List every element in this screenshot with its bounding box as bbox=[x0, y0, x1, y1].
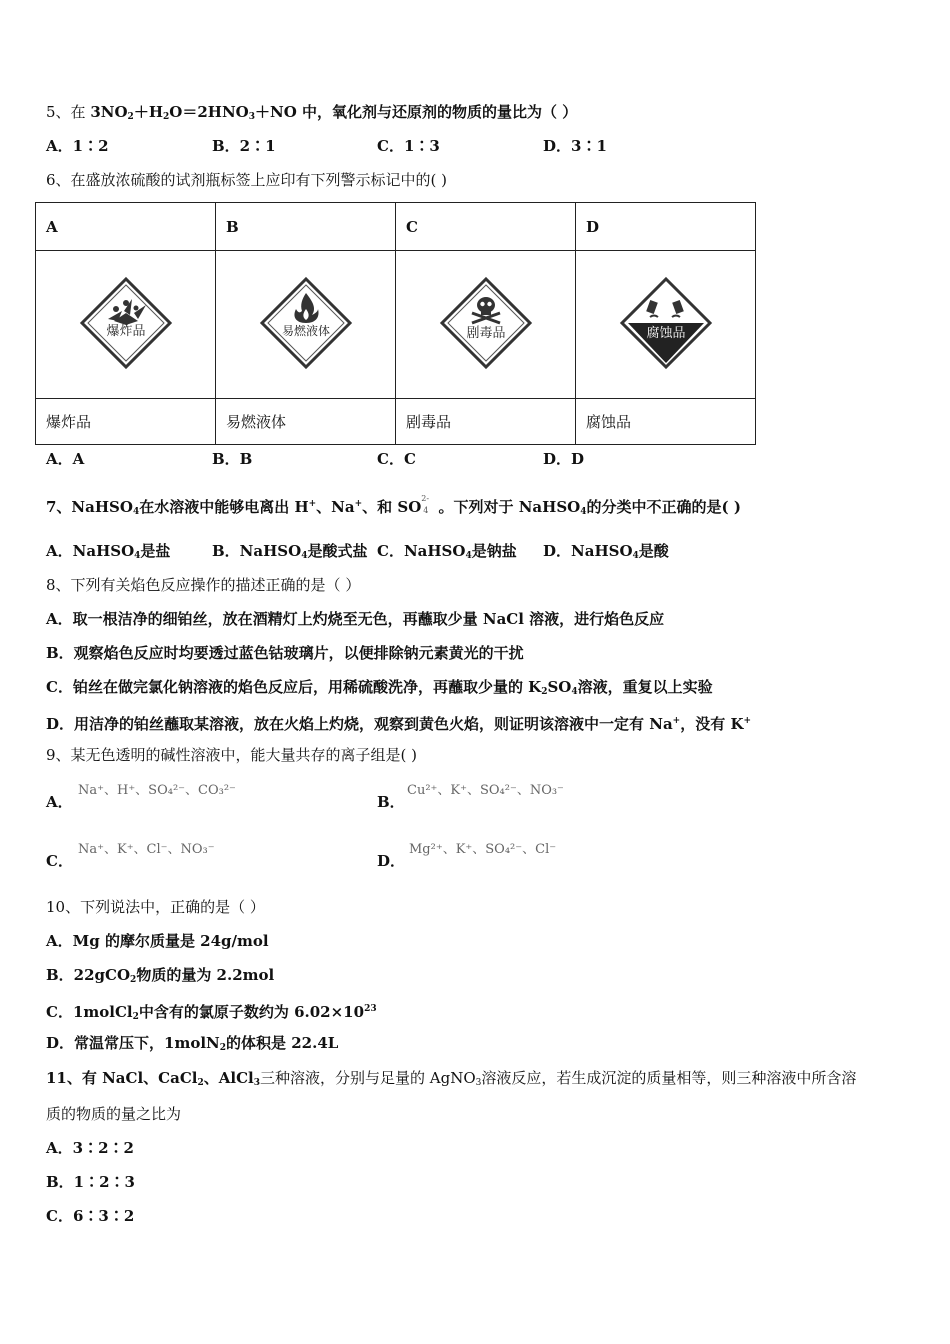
q8-d-text: ，没有 K bbox=[680, 715, 744, 733]
q8-option-c[interactable] bbox=[46, 677, 713, 702]
q11-stem-line2: 质的物质的量之比为 bbox=[46, 1105, 182, 1123]
q10-b-sub: 2 bbox=[130, 975, 137, 985]
q9-ions-d: Mg²⁺、K⁺、SO₄²⁻、Cl⁻ bbox=[409, 842, 557, 857]
q11-sub: 3 bbox=[253, 1078, 260, 1088]
q7-option-b[interactable] bbox=[212, 541, 367, 566]
q8-d-sup: + bbox=[743, 716, 752, 726]
q9-ions-b: Cu²⁺、K⁺、SO₄²⁻、NO₃⁻ bbox=[407, 783, 564, 798]
q11-option-c[interactable]: C．6∶3∶2 bbox=[46, 1207, 135, 1225]
q7-opt-sub: 4 bbox=[134, 551, 141, 561]
q10-b-text: 物质的量为 2.2mol bbox=[136, 966, 275, 984]
q7-opt-text: C．NaHSO bbox=[377, 542, 466, 560]
explosive-sign-icon bbox=[78, 275, 174, 371]
corrosive-sign-text: 腐蚀品 bbox=[645, 325, 686, 341]
q9-stem: 9、某无色透明的碱性溶液中，能大量共存的离子组是( ) bbox=[46, 746, 418, 764]
q5-eq-part: ＋H bbox=[133, 103, 163, 121]
q7-sub: 4 bbox=[580, 507, 587, 517]
q5-option-d[interactable]: D．3∶1 bbox=[543, 137, 607, 155]
q7-option-c[interactable] bbox=[377, 541, 517, 566]
q9-option-b[interactable] bbox=[377, 792, 405, 812]
q10-c-sup: 23 bbox=[364, 1004, 377, 1014]
q5-eq-part: 3NO bbox=[90, 103, 128, 121]
q5-eq-part: ＋NO bbox=[255, 103, 297, 121]
q9-ions-c: Na⁺、K⁺、Cl⁻、NO₃⁻ bbox=[78, 842, 215, 857]
q5-number: 5、 bbox=[46, 103, 71, 121]
q6-sign-table bbox=[35, 202, 756, 445]
flammable-sign-icon bbox=[258, 275, 354, 371]
q6-stem: 6、在盛放浓硫酸的试剂瓶标签上应印有下列警示标记中的( ) bbox=[46, 171, 448, 189]
q6-sign-cell-c bbox=[396, 251, 576, 399]
q7-stem bbox=[46, 494, 741, 522]
q10-c-text: 中含有的氯原子数约为 6.02×10 bbox=[138, 1003, 365, 1021]
q9-option-a[interactable] bbox=[46, 792, 73, 812]
q8-option-d[interactable] bbox=[46, 711, 751, 734]
q7-opt-text: 是酸 bbox=[638, 542, 669, 560]
q7-opt-text: D．NaHSO bbox=[543, 542, 633, 560]
q7-text: 的分类中不正确的是( ) bbox=[586, 498, 741, 516]
q10-b-text: B．22gCO bbox=[46, 966, 131, 984]
q6-option-d[interactable]: D．D bbox=[543, 450, 585, 468]
q7-text: 在水溶液中能够电离出 H bbox=[139, 498, 309, 516]
q8-option-a[interactable]: A．取一根洁净的细铂丝，放在酒精灯上灼烧至无色，再蘸取少量 NaCl 溶液，进行焰色反应 bbox=[46, 610, 665, 628]
q11-sub: 3 bbox=[475, 1078, 482, 1088]
q10-d-text: 的体积是 22.4L bbox=[226, 1034, 339, 1052]
q7-text: 。下列对于 NaHSO bbox=[433, 498, 581, 516]
q11-text: 11、有 NaCl、CaCl bbox=[46, 1069, 198, 1087]
q9-option-label: B． bbox=[377, 793, 405, 811]
q10-option-d[interactable] bbox=[46, 1033, 338, 1058]
q6-header-c: C bbox=[396, 203, 576, 251]
q7-sup: + bbox=[354, 499, 363, 509]
q7-sulfate-charge bbox=[421, 494, 433, 515]
q6-sign-cell-b bbox=[216, 251, 396, 399]
q7-sup: + bbox=[308, 499, 317, 509]
q10-c-sub: 2 bbox=[132, 1012, 139, 1022]
q6-header-b: B bbox=[216, 203, 396, 251]
q6-label-a: 爆炸品 bbox=[36, 399, 216, 445]
q8-c-sub: 4 bbox=[571, 687, 578, 697]
q7-sulfate-sup: 2- bbox=[421, 494, 430, 503]
q8-c-sub: 2 bbox=[541, 687, 548, 697]
q5-pre: 在 bbox=[70, 103, 91, 121]
q11-option-b[interactable]: B．1∶2∶3 bbox=[46, 1173, 135, 1191]
q5-eq-sub: 2 bbox=[163, 112, 170, 122]
q7-opt-text: 是酸式盐 bbox=[307, 542, 368, 560]
q7-option-a[interactable] bbox=[46, 541, 170, 566]
q7-option-d[interactable] bbox=[543, 541, 669, 566]
q8-c-text: 溶液，重复以上实验 bbox=[577, 678, 713, 696]
q8-d-text: D．用洁净的铂丝蘸取某溶液，放在火焰上灼烧，观察到黄色火焰，则证明该溶液中一定有 Na bbox=[46, 715, 673, 733]
q6-label-c: 剧毒品 bbox=[396, 399, 576, 445]
q10-stem: 10、下列说法中，正确的是（ ） bbox=[46, 898, 265, 916]
q11-text: 溶液反应，若生成沉淀的质量相等，则三种溶液中所含溶 bbox=[481, 1069, 857, 1087]
q5-option-b[interactable]: B．2∶1 bbox=[212, 137, 276, 155]
q11-sub: 2 bbox=[197, 1078, 204, 1088]
q7-text: 7、NaHSO bbox=[46, 498, 133, 516]
toxic-sign-text: 剧毒品 bbox=[465, 325, 506, 341]
q7-opt-text: 是钠盐 bbox=[471, 542, 517, 560]
q6-sign-cell-a bbox=[36, 251, 216, 399]
q5-eq-sub: 3 bbox=[248, 112, 255, 122]
q6-label-b: 易燃液体 bbox=[216, 399, 396, 445]
q10-option-c[interactable] bbox=[46, 999, 377, 1027]
q11-text: 三种溶液，分别与足量的 AgNO bbox=[259, 1069, 476, 1087]
q5-stem bbox=[46, 102, 577, 127]
q7-opt-sub: 4 bbox=[301, 551, 308, 561]
q8-option-b[interactable]: B．观察焰色反应时均要透过蓝色钴玻璃片，以便排除钠元素黄光的干扰 bbox=[46, 644, 524, 662]
q10-d-sub: 2 bbox=[219, 1043, 226, 1053]
q9-option-label: D． bbox=[377, 852, 406, 870]
flammable-sign-text: 易燃液体 bbox=[281, 323, 330, 338]
q9-option-label: A． bbox=[46, 793, 73, 811]
q8-stem: 8、下列有关焰色反应操作的描述正确的是（ ） bbox=[46, 576, 361, 594]
q5-option-a[interactable]: A．1∶2 bbox=[46, 137, 109, 155]
q7-opt-text: A．NaHSO bbox=[46, 542, 135, 560]
q5-equation bbox=[90, 103, 296, 121]
q7-opt-sub: 4 bbox=[632, 551, 639, 561]
q7-sub: 4 bbox=[132, 507, 140, 517]
q10-c-text: C．1molCl bbox=[46, 1003, 133, 1021]
q7-sulfate-sub: 4 bbox=[423, 506, 429, 515]
q9-ions-a: Na⁺、H⁺、SO₄²⁻、CO₃²⁻ bbox=[78, 783, 236, 798]
q6-option-a[interactable]: A．A bbox=[46, 450, 85, 468]
q10-option-a[interactable]: A．Mg 的摩尔质量是 24g/mol bbox=[46, 932, 269, 950]
q11-stem-line1 bbox=[46, 1068, 856, 1093]
q5-eq-sub: 2 bbox=[127, 112, 134, 122]
q9-option-c[interactable] bbox=[46, 851, 73, 871]
q7-opt-text: 是盐 bbox=[140, 542, 171, 560]
q6-option-b[interactable]: B．B bbox=[212, 450, 253, 468]
q7-text: 、和 SO bbox=[362, 498, 422, 516]
q9-option-d[interactable] bbox=[377, 851, 405, 871]
q8-c-text: C．铂丝在做完氯化钠溶液的焰色反应后，用稀硫酸洗净，再蘸取少量的 K bbox=[46, 678, 542, 696]
explosive-sign-text: 爆炸品 bbox=[105, 323, 146, 339]
q5-post: 中，氧化剂与还原剂的物质的量比为（ ） bbox=[296, 103, 578, 121]
q10-d-text: D．常温常压下，1molN bbox=[46, 1034, 220, 1052]
q10-option-b[interactable] bbox=[46, 965, 274, 990]
q11-text: 、AlCl bbox=[203, 1069, 254, 1087]
q5-option-c[interactable]: C．1∶3 bbox=[377, 137, 440, 155]
q7-text: 、Na bbox=[316, 498, 355, 516]
corrosive-sign-icon bbox=[618, 275, 714, 371]
q5-eq-part: O＝2HNO bbox=[169, 103, 249, 121]
q11-option-a[interactable]: A．3∶2∶2 bbox=[46, 1139, 134, 1157]
toxic-skull-sign-icon bbox=[438, 275, 534, 371]
q7-opt-text: B．NaHSO bbox=[212, 542, 302, 560]
q8-d-sup: + bbox=[672, 716, 681, 726]
q6-label-d: 腐蚀品 bbox=[576, 399, 756, 445]
q7-opt-sub: 4 bbox=[465, 551, 472, 561]
q6-sign-cell-d bbox=[576, 251, 756, 399]
q6-header-d: D bbox=[576, 203, 756, 251]
q8-c-text: SO bbox=[547, 678, 572, 696]
q9-option-label: C． bbox=[46, 852, 73, 870]
q6-option-c[interactable]: C．C bbox=[377, 450, 416, 468]
q6-header-a: A bbox=[36, 203, 216, 251]
